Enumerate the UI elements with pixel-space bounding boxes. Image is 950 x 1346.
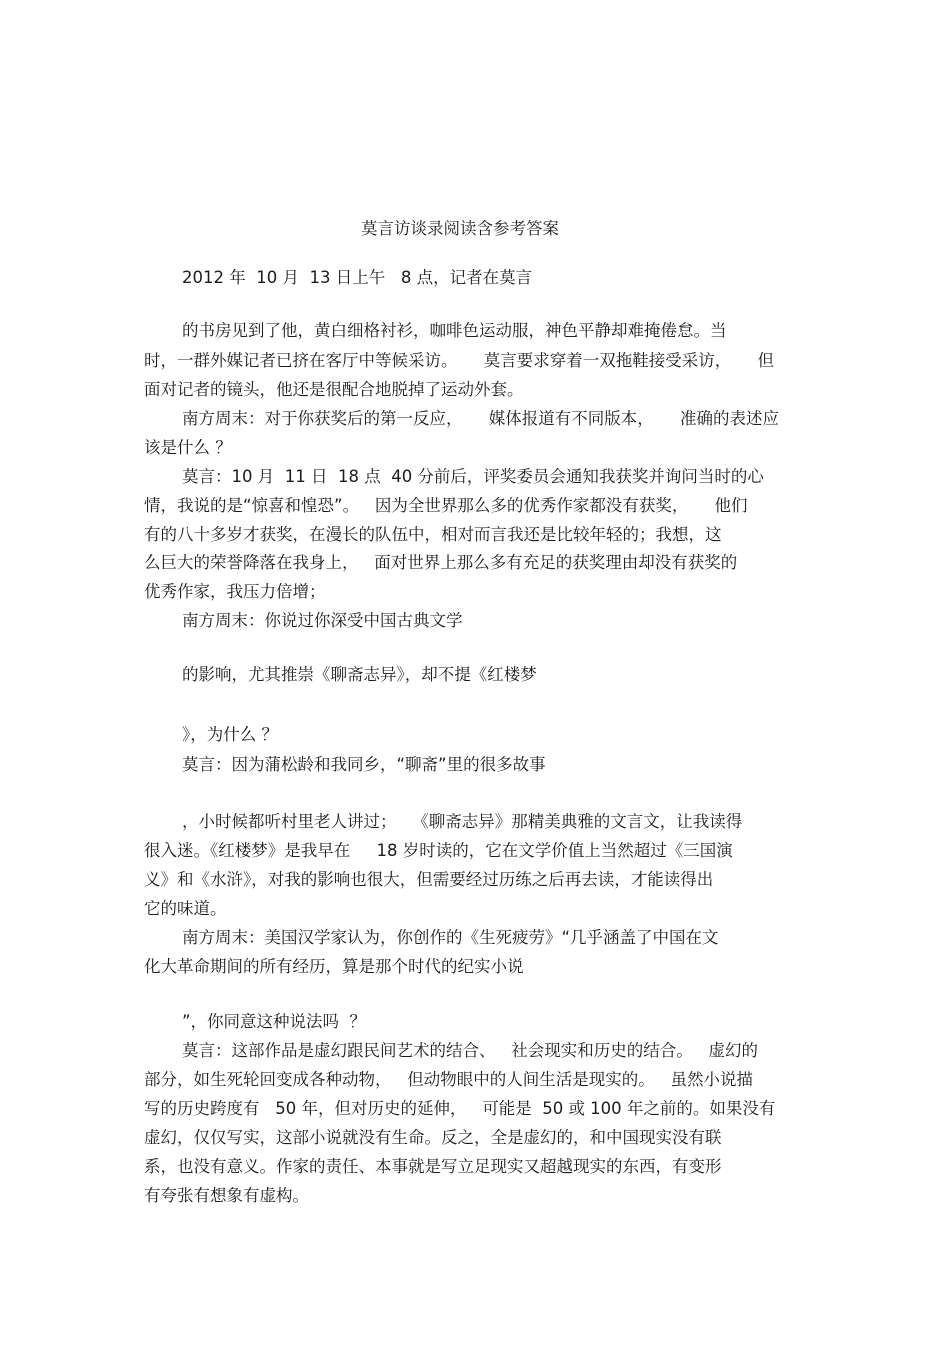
text-line: 部分，如生死轮回变成各种动物， 但动物眼中的人间生活是现实的。 虽然小说描 [144, 1070, 753, 1089]
text-line: 系，也没有意义。作家的责任、本事就是写立足现实又超越现实的东西，有变形 [144, 1157, 722, 1176]
text-line: 虚幻，仅仅写实，这部小说就没有生命。反之，全是虚幻的，和中国现实没有联 [144, 1128, 722, 1147]
text-line: 南方周末：对于你获奖后的第一反应， 媒体报道有不同版本， 准确的表述应 [182, 409, 779, 428]
text-line: 的书房见到了他，黄白细格衬衫，咖啡色运动服，神色平静却难掩倦怠。当 [182, 321, 727, 340]
text-line: 化大革命期间的所有经历，算是那个时代的纪实小说 [144, 957, 524, 976]
text-line: 莫言：因为蒲松龄和我同乡，“聊斋”里的很多故事 [182, 755, 546, 774]
text-line: 么巨大的荣誉降落在我身上， 面对世界上那么多有充足的获奖理由却没有获奖的 [144, 553, 738, 572]
text-line: ”，你同意这种说法吗 ？ [182, 1012, 367, 1031]
text-line: ，小时候都听村里老人讲过； 《聊斋志异》那精美典雅的文言文，让我读得 [182, 812, 743, 831]
text-line: 》，为什么 ？ [182, 725, 278, 744]
text-line: 优秀作家，我压力倍增； [144, 582, 326, 601]
text-line: 莫言：10 月 11 日 18 点 40 分前后，评奖委员会通知我获奖并询问当时的心 [182, 467, 764, 486]
text-line: 义》和《水浒》，对我的影响也很大，但需要经过历练之后再去读，才能读得出 [144, 870, 714, 889]
text-line: 写的历史跨度有 50 年，但对历史的延伸， 可能是 50 或 100 年之前的。如果没有 [144, 1099, 776, 1118]
text-line: 很入迷。《红楼梦》是我早在 18 岁时读的，它在文学价值上当然超过《三国演 [144, 841, 733, 860]
text-line: 的影响，尤其推崇《聊斋志异》，却不提《红楼梦 [182, 665, 537, 684]
text-line: 面对记者的镜头，他还是很配合地脱掉了运动外套。 [144, 380, 524, 399]
text-line: 时，一群外媒记者已挤在客厅中等候采访。 莫言要求穿着一双拖鞋接受采访， 但 [144, 351, 774, 370]
text-line: 该是什么 ？ [144, 438, 232, 457]
text-line: 它的味道。 [144, 899, 227, 918]
text-line: 有的八十多岁才获奖，在漫长的队伍中，相对而言我还是比较年轻的；我想，这 [144, 525, 722, 544]
text-line: 2012 年 10 月 13 日上午 8 点，记者在莫言 [182, 268, 533, 287]
text-line: 有夸张有想象有虚构。 [144, 1186, 309, 1205]
document-title: 莫言访谈录阅读含参考答案 [361, 219, 559, 238]
text-line: 情，我说的是“惊喜和惶恐”。 因为全世界那么多的优秀作家都没有获奖， 他们 [144, 496, 748, 515]
text-line: 莫言：这部作品是虚幻跟民间艺术的结合、 社会现实和历史的结合。 虚幻的 [182, 1041, 758, 1060]
text-line: 南方周末：你说过你深受中国古典文学 [182, 611, 463, 630]
text-line: 南方周末：美国汉学家认为，你创作的《生死疲劳》“几乎涵盖了中国在文 [182, 928, 719, 947]
